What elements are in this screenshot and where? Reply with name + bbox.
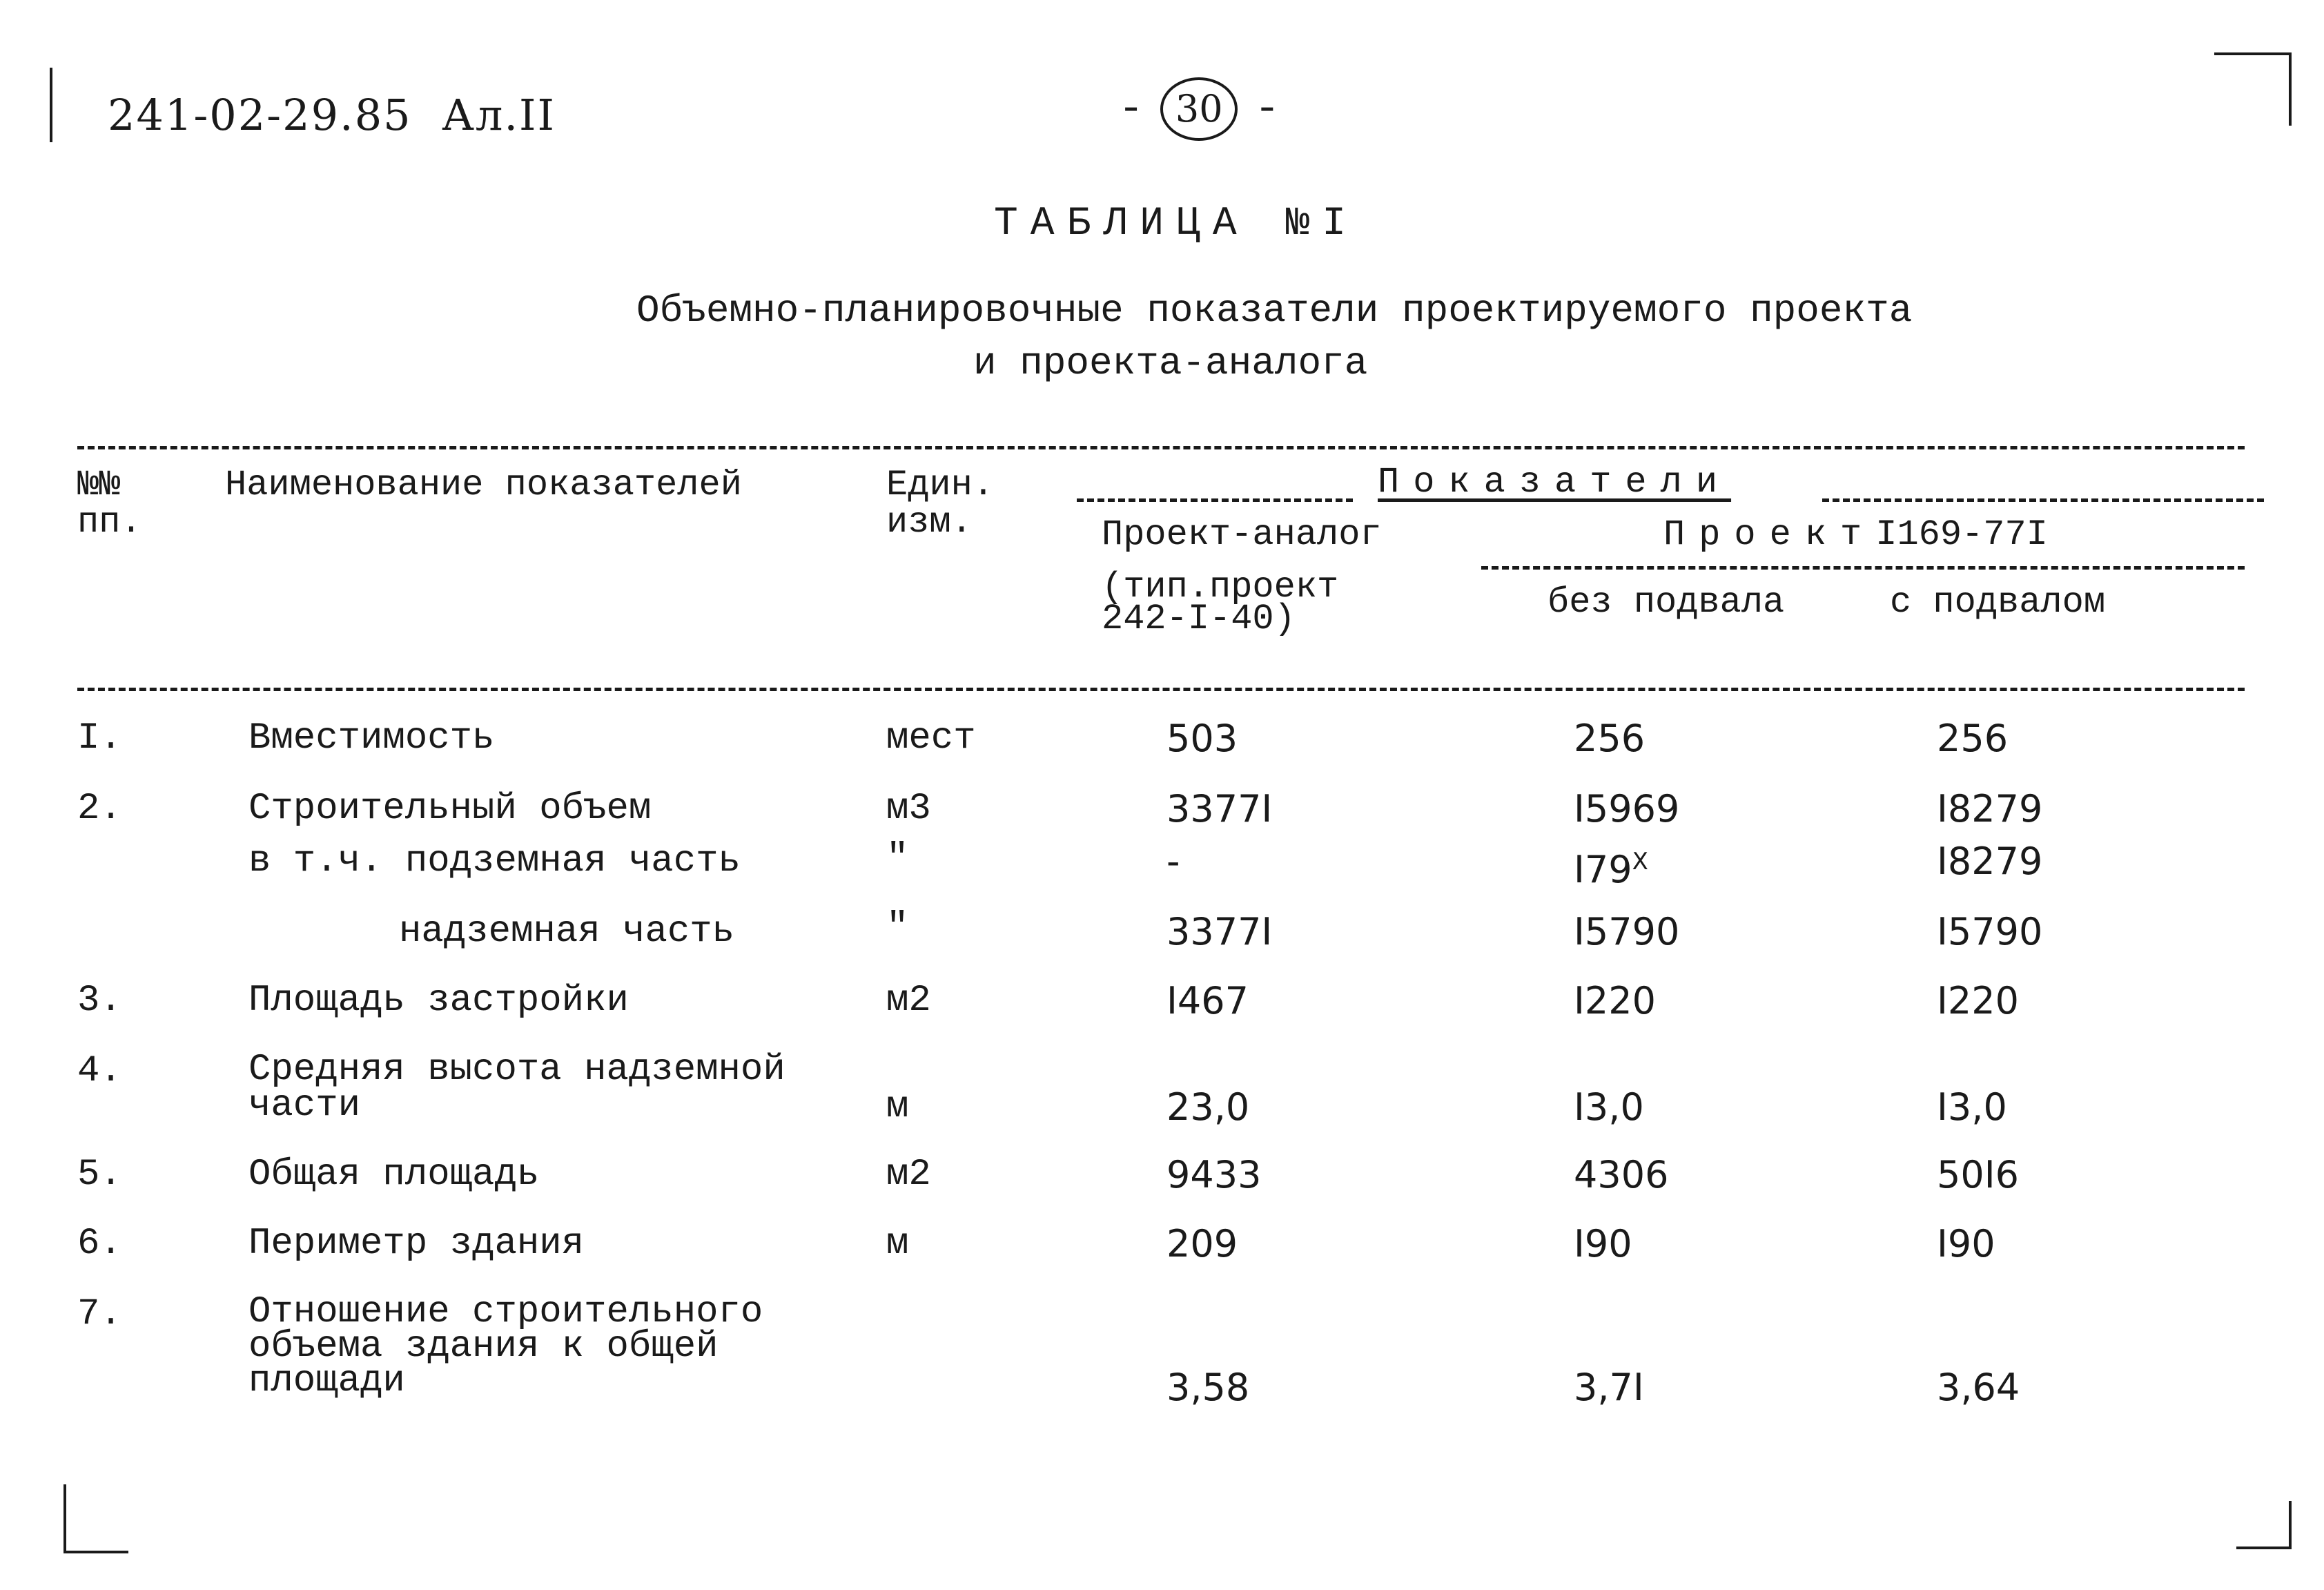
header-num-line2: пп. bbox=[77, 502, 142, 543]
row4-name-line1: Средняя высота надземной bbox=[248, 1049, 785, 1091]
row4-name-line2: части bbox=[248, 1085, 361, 1127]
row1-no-basement: 256 bbox=[1574, 717, 1646, 760]
bottom-right-corner-h bbox=[2236, 1547, 2292, 1549]
left-margin-mark bbox=[50, 68, 52, 142]
row4-analog: 23,0 bbox=[1166, 1085, 1250, 1129]
row1-unit: мест bbox=[886, 717, 976, 759]
row2a-no-basement-mark: X bbox=[1632, 848, 1648, 875]
header-analog-sub-line2: 242-I-40) bbox=[1102, 599, 1296, 639]
row2-unit: м3 bbox=[886, 788, 931, 830]
row2a-analog: - bbox=[1166, 840, 1180, 883]
row6-no-basement: I90 bbox=[1574, 1222, 1632, 1266]
row2b-unit: " bbox=[886, 907, 909, 949]
header-unit-line2: изм. bbox=[886, 502, 973, 543]
row7-name-line1: Отношение строительного bbox=[248, 1291, 763, 1333]
row2a-name: в т.ч. подземная часть bbox=[248, 840, 741, 882]
row2b-analog: 3377I bbox=[1166, 910, 1273, 953]
row7-name bbox=[248, 1291, 763, 1402]
row4-unit: м bbox=[886, 1086, 909, 1128]
row3-unit: м2 bbox=[886, 980, 931, 1022]
bottom-right-corner-v bbox=[2289, 1501, 2292, 1549]
header-project-label: Проект bbox=[1663, 514, 1876, 555]
header-with-basement: с подвалом bbox=[1890, 582, 2106, 623]
header-indicators: Показатели bbox=[1378, 462, 1732, 503]
bottom-left-corner-h bbox=[64, 1551, 128, 1553]
document-code: 241-02-29.85 bbox=[108, 90, 412, 140]
row5-analog: 9433 bbox=[1166, 1153, 1262, 1196]
row7-no-basement: 3,7I bbox=[1574, 1366, 1644, 1409]
page-number-block bbox=[1118, 77, 1280, 141]
row2-no-basement: I5969 bbox=[1574, 787, 1680, 831]
row7-analog: 3,58 bbox=[1166, 1366, 1250, 1409]
row3-analog: I467 bbox=[1166, 979, 1249, 1022]
header-analog-sub bbox=[1102, 567, 1339, 639]
row2a-unit: " bbox=[886, 837, 909, 880]
album-number: Ал.II bbox=[442, 90, 556, 140]
row2a-with-basement: I8279 bbox=[1937, 840, 2043, 883]
row2-num: 2. bbox=[77, 788, 122, 830]
row5-with-basement: 50I6 bbox=[1937, 1153, 2019, 1196]
row6-analog: 209 bbox=[1166, 1222, 1238, 1266]
top-right-corner-h bbox=[2214, 52, 2292, 55]
row1-analog: 503 bbox=[1166, 717, 1238, 760]
row7-with-basement: 3,64 bbox=[1937, 1366, 2020, 1409]
header-project-code: I169-77I bbox=[1875, 514, 2048, 555]
top-right-corner-v bbox=[2289, 52, 2292, 126]
row6-num: 6. bbox=[77, 1223, 122, 1265]
row7-num: 7. bbox=[77, 1293, 122, 1335]
header-num bbox=[77, 467, 142, 541]
indicators-rule-right bbox=[1822, 498, 2264, 502]
page-dash-right: - bbox=[1254, 84, 1280, 134]
row2a-no-basement-value: I79 bbox=[1574, 848, 1632, 891]
page-dash-left: - bbox=[1118, 84, 1144, 134]
row2b-no-basement: I5790 bbox=[1574, 910, 1680, 953]
table-title: ТАБЛИЦА №I bbox=[994, 202, 1359, 246]
row5-name: Общая площадь bbox=[248, 1154, 540, 1196]
row2b-with-basement: I5790 bbox=[1937, 910, 2043, 953]
indicators-rule-left bbox=[1077, 498, 1353, 502]
header-num-line1: №№ bbox=[77, 465, 121, 505]
table-header-bottom-rule bbox=[77, 688, 2245, 691]
table-subtitle-line2: и проекта-аналога bbox=[973, 341, 1368, 385]
row1-num: I. bbox=[77, 717, 122, 759]
row2a-no-basement bbox=[1574, 842, 1648, 889]
row6-unit: м bbox=[886, 1223, 909, 1265]
header-project bbox=[1663, 516, 2048, 554]
row4-with-basement: I3,0 bbox=[1937, 1085, 2007, 1129]
header-analog: Проект-аналог bbox=[1102, 514, 1382, 555]
project-subrule bbox=[1481, 566, 2245, 570]
row2b-name: надземная часть bbox=[399, 911, 735, 953]
table-subtitle-line1: Объемно-планировочные показатели проектируемого проекта bbox=[636, 289, 1913, 333]
row1-with-basement: 256 bbox=[1937, 717, 2009, 760]
header-unit bbox=[886, 467, 994, 541]
header-analog-sub-line1: (тип.проект bbox=[1102, 567, 1339, 608]
row5-no-basement: 4306 bbox=[1574, 1153, 1669, 1196]
row3-no-basement: I220 bbox=[1574, 979, 1656, 1022]
row2-analog: 3377I bbox=[1166, 787, 1273, 831]
row2-name: Строительный объем bbox=[248, 788, 652, 830]
row5-unit: м2 bbox=[886, 1154, 931, 1196]
row4-num: 4. bbox=[77, 1050, 122, 1092]
row7-name-line3: площади bbox=[248, 1360, 405, 1402]
row3-name: Площадь застройки bbox=[248, 980, 629, 1022]
row7-name-line2: объема здания к общей bbox=[248, 1326, 719, 1368]
bottom-left-corner-v bbox=[64, 1484, 66, 1553]
table-top-rule bbox=[77, 446, 2245, 449]
row2-with-basement: I8279 bbox=[1937, 787, 2043, 831]
page-number: 30 bbox=[1160, 77, 1238, 141]
row3-num: 3. bbox=[77, 980, 122, 1022]
header-unit-line1: Един. bbox=[886, 465, 995, 505]
row5-num: 5. bbox=[77, 1154, 122, 1196]
row6-name: Периметр здания bbox=[248, 1223, 585, 1265]
row4-no-basement: I3,0 bbox=[1574, 1085, 1644, 1129]
header-no-basement: без подвала bbox=[1547, 582, 1785, 623]
row3-with-basement: I220 bbox=[1937, 979, 2019, 1022]
header-name: Наименование показателей bbox=[225, 465, 742, 505]
row1-name: Вместимость bbox=[248, 717, 495, 759]
row6-with-basement: I90 bbox=[1937, 1222, 1995, 1266]
row4-name bbox=[248, 1049, 785, 1127]
